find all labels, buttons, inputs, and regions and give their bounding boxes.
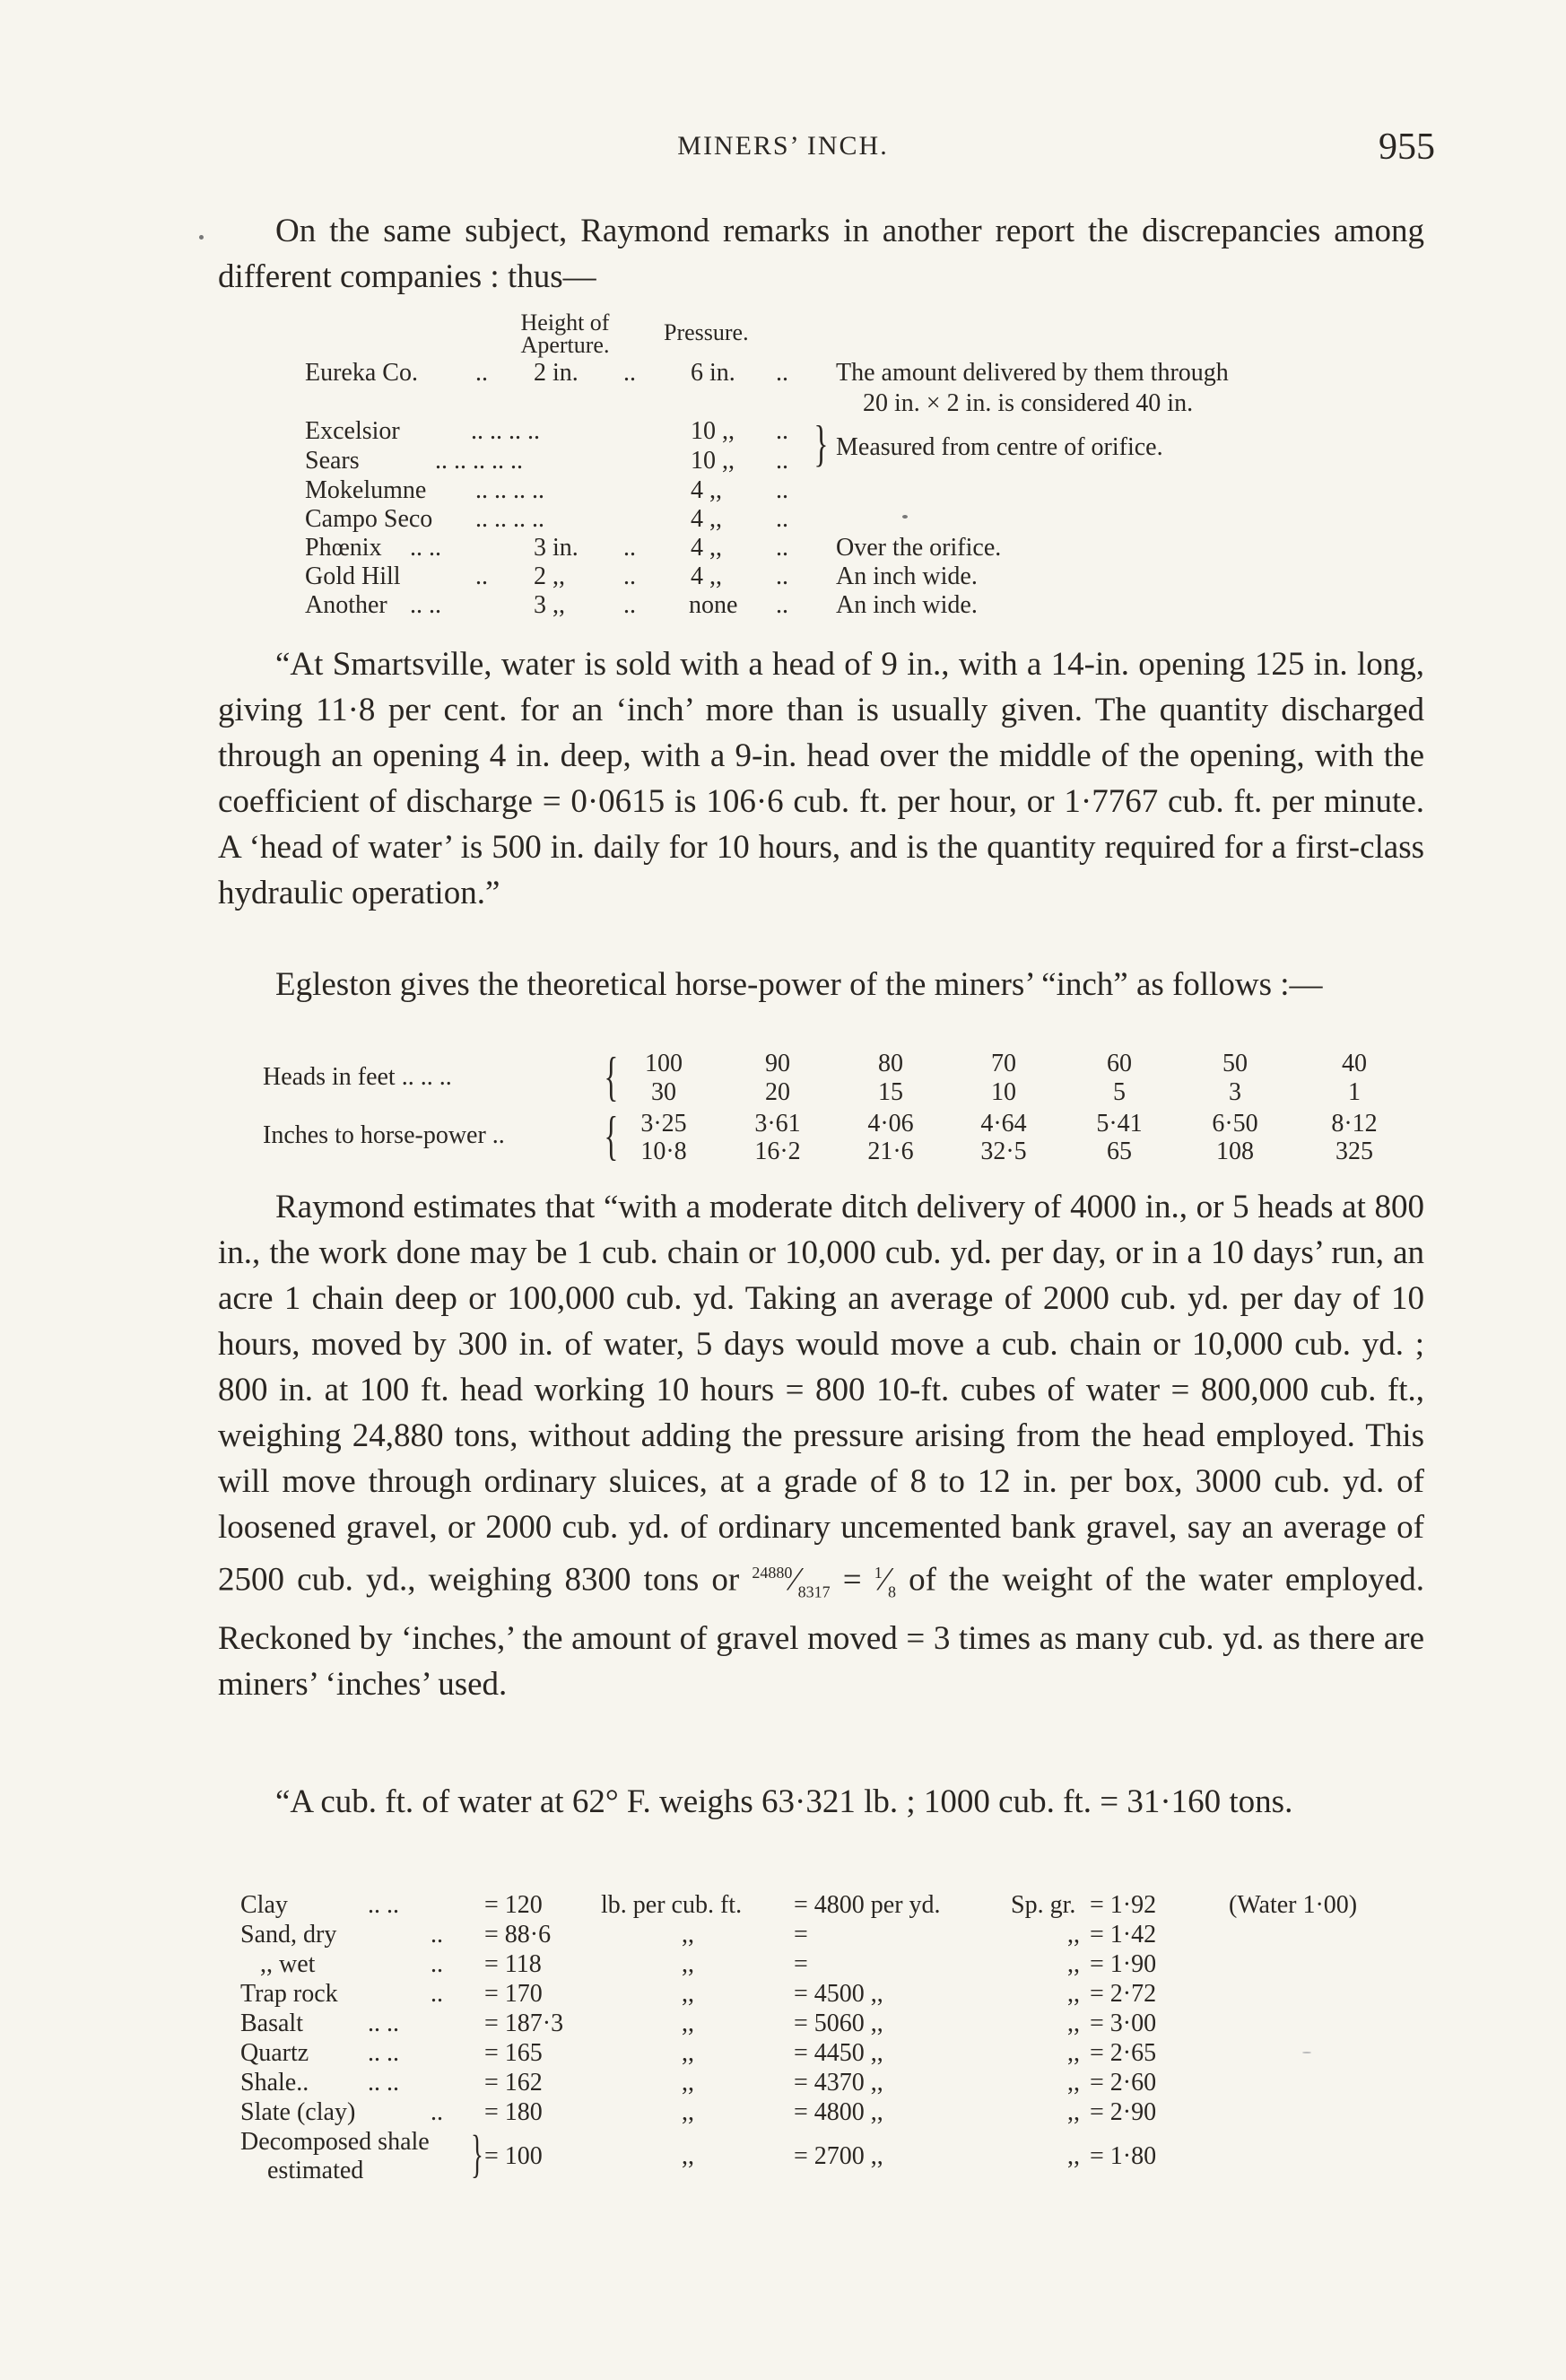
material-name: Sand, dry [240, 1921, 337, 1948]
material-name: Clay [240, 1891, 288, 1919]
table-cell: 21·6 [867, 1138, 914, 1165]
leader-dots: .. [431, 1980, 443, 2008]
table-cell: 3·61 [754, 1110, 801, 1138]
leader-dots: .. .. .. .. [475, 476, 544, 504]
leader-dots: .. [431, 2098, 443, 2126]
note: The amount delivered by them through [836, 359, 1229, 387]
aperture-height: 2 ,, [534, 562, 565, 590]
leader-dots: .. [623, 534, 636, 562]
company-name: Another [305, 591, 387, 619]
material-name: Quartz [240, 2039, 309, 2067]
weight-lb: = 180 [484, 2098, 543, 2126]
leader-dots: .. [623, 591, 636, 619]
material-name: Decomposed shale [240, 2128, 430, 2156]
specific-gravity: = 1·90 [1090, 1950, 1157, 1978]
weight-per-yd: = 4370 ,, [794, 2069, 883, 2097]
note: Measured from centre of orifice. [836, 433, 1163, 461]
weight-per-yd: = 4500 ,, [794, 1980, 883, 2008]
right-brace: } [813, 416, 829, 472]
specific-gravity: = 2·65 [1090, 2039, 1157, 2067]
note: An inch wide. [836, 562, 978, 590]
weight-lb: = 165 [484, 2039, 543, 2067]
table-cell: 3 [1229, 1078, 1241, 1106]
pressure-value: 6 in. [691, 359, 735, 387]
print-speck [1302, 2052, 1311, 2053]
leader-dots: .. [776, 359, 788, 387]
specific-gravity: = 2·60 [1090, 2069, 1157, 2097]
specific-gravity: = 1·92 [1090, 1891, 1157, 1919]
leader-dots: .. [776, 417, 788, 445]
company-name: Eureka Co. [305, 359, 418, 387]
unit: ,, [682, 2039, 694, 2067]
weight-lb: = 88·6 [484, 1921, 552, 1948]
unit: ,, [682, 1921, 694, 1948]
leader-dots: .. .. .. .. .. [435, 447, 523, 475]
specific-gravity: = 2·90 [1090, 2098, 1157, 2126]
right-brace: } [470, 2124, 483, 2183]
table-cell: 90 [765, 1050, 790, 1077]
weight-per-yd: = [794, 1950, 808, 1978]
pressure-value: 10 ,, [691, 417, 735, 445]
unit: ,, [682, 1950, 694, 1978]
note: Over the orifice. [836, 534, 1002, 562]
table-cell: 32·5 [980, 1138, 1027, 1165]
weight-per-yd: = 4800 ,, [794, 2098, 883, 2126]
pressure-value: 4 ,, [691, 534, 722, 562]
weight-per-yd: = 2700 ,, [794, 2142, 883, 2170]
leader-dots: .. [475, 359, 488, 387]
sp-gr-label: ,, [1067, 1921, 1080, 1948]
inches-label: Inches to horse-power .. [263, 1121, 505, 1149]
company-name: Mokelumne [305, 476, 427, 504]
table-cell: 5·41 [1096, 1110, 1143, 1138]
table-cell: 30 [651, 1078, 676, 1106]
paragraph-text: Raymond estimates that “with a moderate ditch delivery of 4000 in., or 5 heads at 800 in., the work done may be 1 cub. chain or 10,000 cub. yd. per day, or in a 10 days’ run, an acre 1 chain deep or 100,000 cub. yd. Taking an average of 2000 cub. yd. per day of 10 hours, moved by 300 in. of water, 5 days would move a cub. chain or 10,000 cub. yd. ; 800 in. at 100 ft. head working 10 hours = 800 10-ft. cubes of water = 800,000 cub. ft., weighing 24,880 tons, without adding the pressure arising from the head employed. This will move through ordinary sluices, at a grade of 8 to 12 in. per box, 3000 cub. yd. of loosened gravel, or 2000 cub. yd. of ordinary uncemented bank gravel, say an average of 2500 cub. yd., weighing 8300 tons or [218, 1189, 1424, 1599]
leader-dots: .. .. [368, 2039, 399, 2067]
unit: ,, [682, 2142, 694, 2170]
material-name-continued: estimated [267, 2157, 364, 2184]
leader-dots: .. .. [410, 534, 441, 562]
unit: ,, [682, 2069, 694, 2097]
weight-lb: = 162 [484, 2069, 543, 2097]
table-cell: 100 [645, 1050, 683, 1077]
print-speck [199, 235, 204, 240]
leader-dots: .. [623, 562, 636, 590]
table-cell: 5 [1113, 1078, 1126, 1106]
specific-gravity: = 2·72 [1090, 1980, 1157, 2008]
leader-dots: .. [776, 534, 788, 562]
leader-dots: .. [776, 476, 788, 504]
unit: ,, [682, 2098, 694, 2126]
material-name: ,, wet [260, 1950, 316, 1978]
aperture-height: 3 in. [534, 534, 579, 562]
leader-dots: .. [623, 359, 636, 387]
equals-sign: = [830, 1561, 874, 1599]
table-cell: 8·12 [1331, 1110, 1378, 1138]
heads-label: Heads in feet .. .. .. [263, 1063, 452, 1091]
weight-per-yd: = 4450 ,, [794, 2039, 883, 2067]
weight-per-yd: = 5060 ,, [794, 2009, 883, 2037]
specific-gravity: = 3·00 [1090, 2009, 1157, 2037]
fraction-denominator: 8317 [797, 1582, 831, 1601]
leader-dots: .. .. [410, 591, 441, 619]
company-name: Sears [305, 447, 360, 475]
company-name: Gold Hill [305, 562, 401, 590]
specific-gravity: = 1·80 [1090, 2142, 1157, 2170]
paragraph-egleston: Egleston gives the theoretical horse-power of the miners’ “inch” as follows :— [275, 966, 1323, 1003]
sp-gr-label: ,, [1067, 2142, 1080, 2170]
print-speck [902, 515, 908, 519]
fraction-numerator: 24880 [752, 1564, 793, 1582]
material-name: Shale.. [240, 2069, 309, 2097]
leader-dots: .. .. .. .. [471, 417, 540, 445]
material-name: Slate (clay) [240, 2098, 356, 2126]
table-cell: 108 [1216, 1138, 1254, 1165]
weight-lb: = 100 [484, 2142, 543, 2170]
leader-dots: .. [475, 562, 488, 590]
company-name: Excelsior [305, 417, 400, 445]
sp-gr-label: ,, [1067, 2098, 1080, 2126]
paragraph-cub-ft-water: “A cub. ft. of water at 62° F. weighs 63·321 lb. ; 1000 cub. ft. = 31·160 tons. [275, 1783, 1293, 1820]
leader-dots: .. .. [368, 2009, 399, 2037]
table-cell: 60 [1107, 1050, 1132, 1077]
sp-gr-label: ,, [1067, 1980, 1080, 2008]
sp-gr-label: ,, [1067, 2009, 1080, 2037]
pressure-value: 4 ,, [691, 505, 722, 533]
leader-dots: .. [776, 505, 788, 533]
leader-dots: .. [776, 591, 788, 619]
col-header-aperture-line2: Aperture. [520, 332, 610, 358]
material-name: Basalt [240, 2009, 303, 2037]
weight-lb: = 120 [484, 1891, 543, 1919]
pressure-value: 4 ,, [691, 476, 722, 504]
weight-lb: = 170 [484, 1980, 543, 2008]
sp-gr-label: Sp. gr. [1011, 1891, 1076, 1919]
table-cell: 80 [878, 1050, 903, 1077]
col-header-aperture-line1: Height of [520, 309, 610, 336]
pressure-value: 4 ,, [691, 562, 722, 590]
table-cell: 10 [991, 1078, 1016, 1106]
sp-gr-label: ,, [1067, 1950, 1080, 1978]
leader-dots: .. .. [368, 2069, 399, 2097]
sp-gr-label: ,, [1067, 2039, 1080, 2067]
paragraph-raymond-estimates: Raymond estimates that “with a moderate ditch delivery of 4000 in., or 5 heads at 800 in., the work done may be 1 cub. chain or 10,000 cub. yd. per day, or in a 10 days’ run, an acre 1 chain deep or 100,000 cub. yd. Taking an average of 2000 cub. yd. per day of 10 hours, moved by 300 in. of water, 5 days would move a cub. chain or 10,000 cub. yd. ; 800 in. at 100 ft. head working 10 hours = 800 10-ft. cubes of water = 800,000 cub. ft., weighing 24,880 tons, without adding the pressure arising from the head employed. This will move through ordinary sluices, at a grade of 8 to 12 in. per box, 3000 cub. yd. of loosened gravel, or 2000 cub. yd. of ordinary uncemented bank gravel, say an average of 2500 cub. yd., weighing 8300 tons or $^{24880}⁄_{8317}$ = $^1⁄_8$ of the weight of the water employed. Reckoned by ‘inches,’ the amount of gravel moved = 3 times as many cub. yd. as there are miners’ ‘inches’ used. [218, 1189, 1425, 1703]
unit: lb. per cub. ft. [601, 1891, 743, 1919]
weight-lb: = 187·3 [484, 2009, 564, 2037]
table-cell: 325 [1335, 1138, 1373, 1165]
leader-dots: .. [776, 447, 788, 475]
specific-gravity: = 1·42 [1090, 1921, 1157, 1948]
paragraph-text-end: of the weight of the water employed. Reckoned by ‘inches,’ the amount of gravel moved = 3 times as many cub. yd. as there are miners’ ‘inches’ used. [218, 1561, 1425, 1703]
table-cell: 4·64 [980, 1110, 1027, 1138]
table-cell: 10·8 [640, 1138, 687, 1165]
leader-dots: .. .. .. .. [475, 505, 544, 533]
left-brace: { [604, 1106, 619, 1165]
fraction-one: 1 [874, 1564, 883, 1582]
table-cell: 20 [765, 1078, 790, 1106]
table-cell: 1 [1348, 1078, 1361, 1106]
table-cell: 50 [1222, 1050, 1248, 1077]
note-continued: 20 in. × 2 in. is considered 40 in. [863, 389, 1194, 417]
company-name: Phœnix [305, 534, 382, 562]
leader-dots: .. [431, 1950, 443, 1978]
table-cell: 3·25 [640, 1110, 687, 1138]
fraction-eight: 8 [887, 1582, 896, 1601]
left-brace: { [604, 1047, 619, 1106]
table-cell: 70 [991, 1050, 1016, 1077]
table-cell: 6·50 [1212, 1110, 1258, 1138]
unit: ,, [682, 2009, 694, 2037]
note: An inch wide. [836, 591, 978, 619]
water-reference: (Water 1·00) [1229, 1891, 1358, 1919]
weight-lb: = 118 [484, 1950, 542, 1978]
col-header-pressure: Pressure. [664, 319, 749, 345]
leader-dots: .. [431, 1921, 443, 1948]
aperture-height: 3 ,, [534, 591, 565, 619]
table-cell: 40 [1342, 1050, 1367, 1077]
table-cell: 16·2 [754, 1138, 801, 1165]
sp-gr-label: ,, [1067, 2069, 1080, 2097]
paragraph-intro: On the same subject, Raymond remarks in another report the discrepancies among different companies : thus— [218, 213, 1424, 295]
company-name: Campo Seco [305, 505, 433, 533]
weight-per-yd: = 4800 per yd. [794, 1891, 941, 1919]
unit: ,, [682, 1980, 694, 2008]
material-name: Trap rock [240, 1980, 338, 2008]
leader-dots: .. .. [368, 1891, 399, 1919]
running-header: MINERS’ INCH. [677, 131, 889, 161]
table-cell: 65 [1107, 1138, 1132, 1165]
pressure-value: 10 ,, [691, 447, 735, 475]
weight-per-yd: = [794, 1921, 808, 1948]
paragraph-smartsville: “At Smartsville, water is sold with a head of 9 in., with a 14-in. opening 125 in. long, giving 11·8 per cent. for an ‘inch’ more than is usually given. The quantity discharged through an opening 4 in. deep, with a 9-in. head over the middle of the opening, with the coefficient of discharge = 0·0615 is 106·6 cub. ft. per hour, or 1·7767 cub. ft. per minute. A ‘head of water’ is 500 in. daily for 10 hours, and is the quantity required for a first-class hydraulic operation.” [218, 646, 1424, 911]
table-cell: 4·06 [867, 1110, 914, 1138]
pressure-value: none [689, 591, 738, 619]
table-cell: 15 [878, 1078, 903, 1106]
leader-dots: .. [776, 562, 788, 590]
page-number: 955 [1379, 126, 1435, 168]
aperture-height: 2 in. [534, 359, 579, 387]
